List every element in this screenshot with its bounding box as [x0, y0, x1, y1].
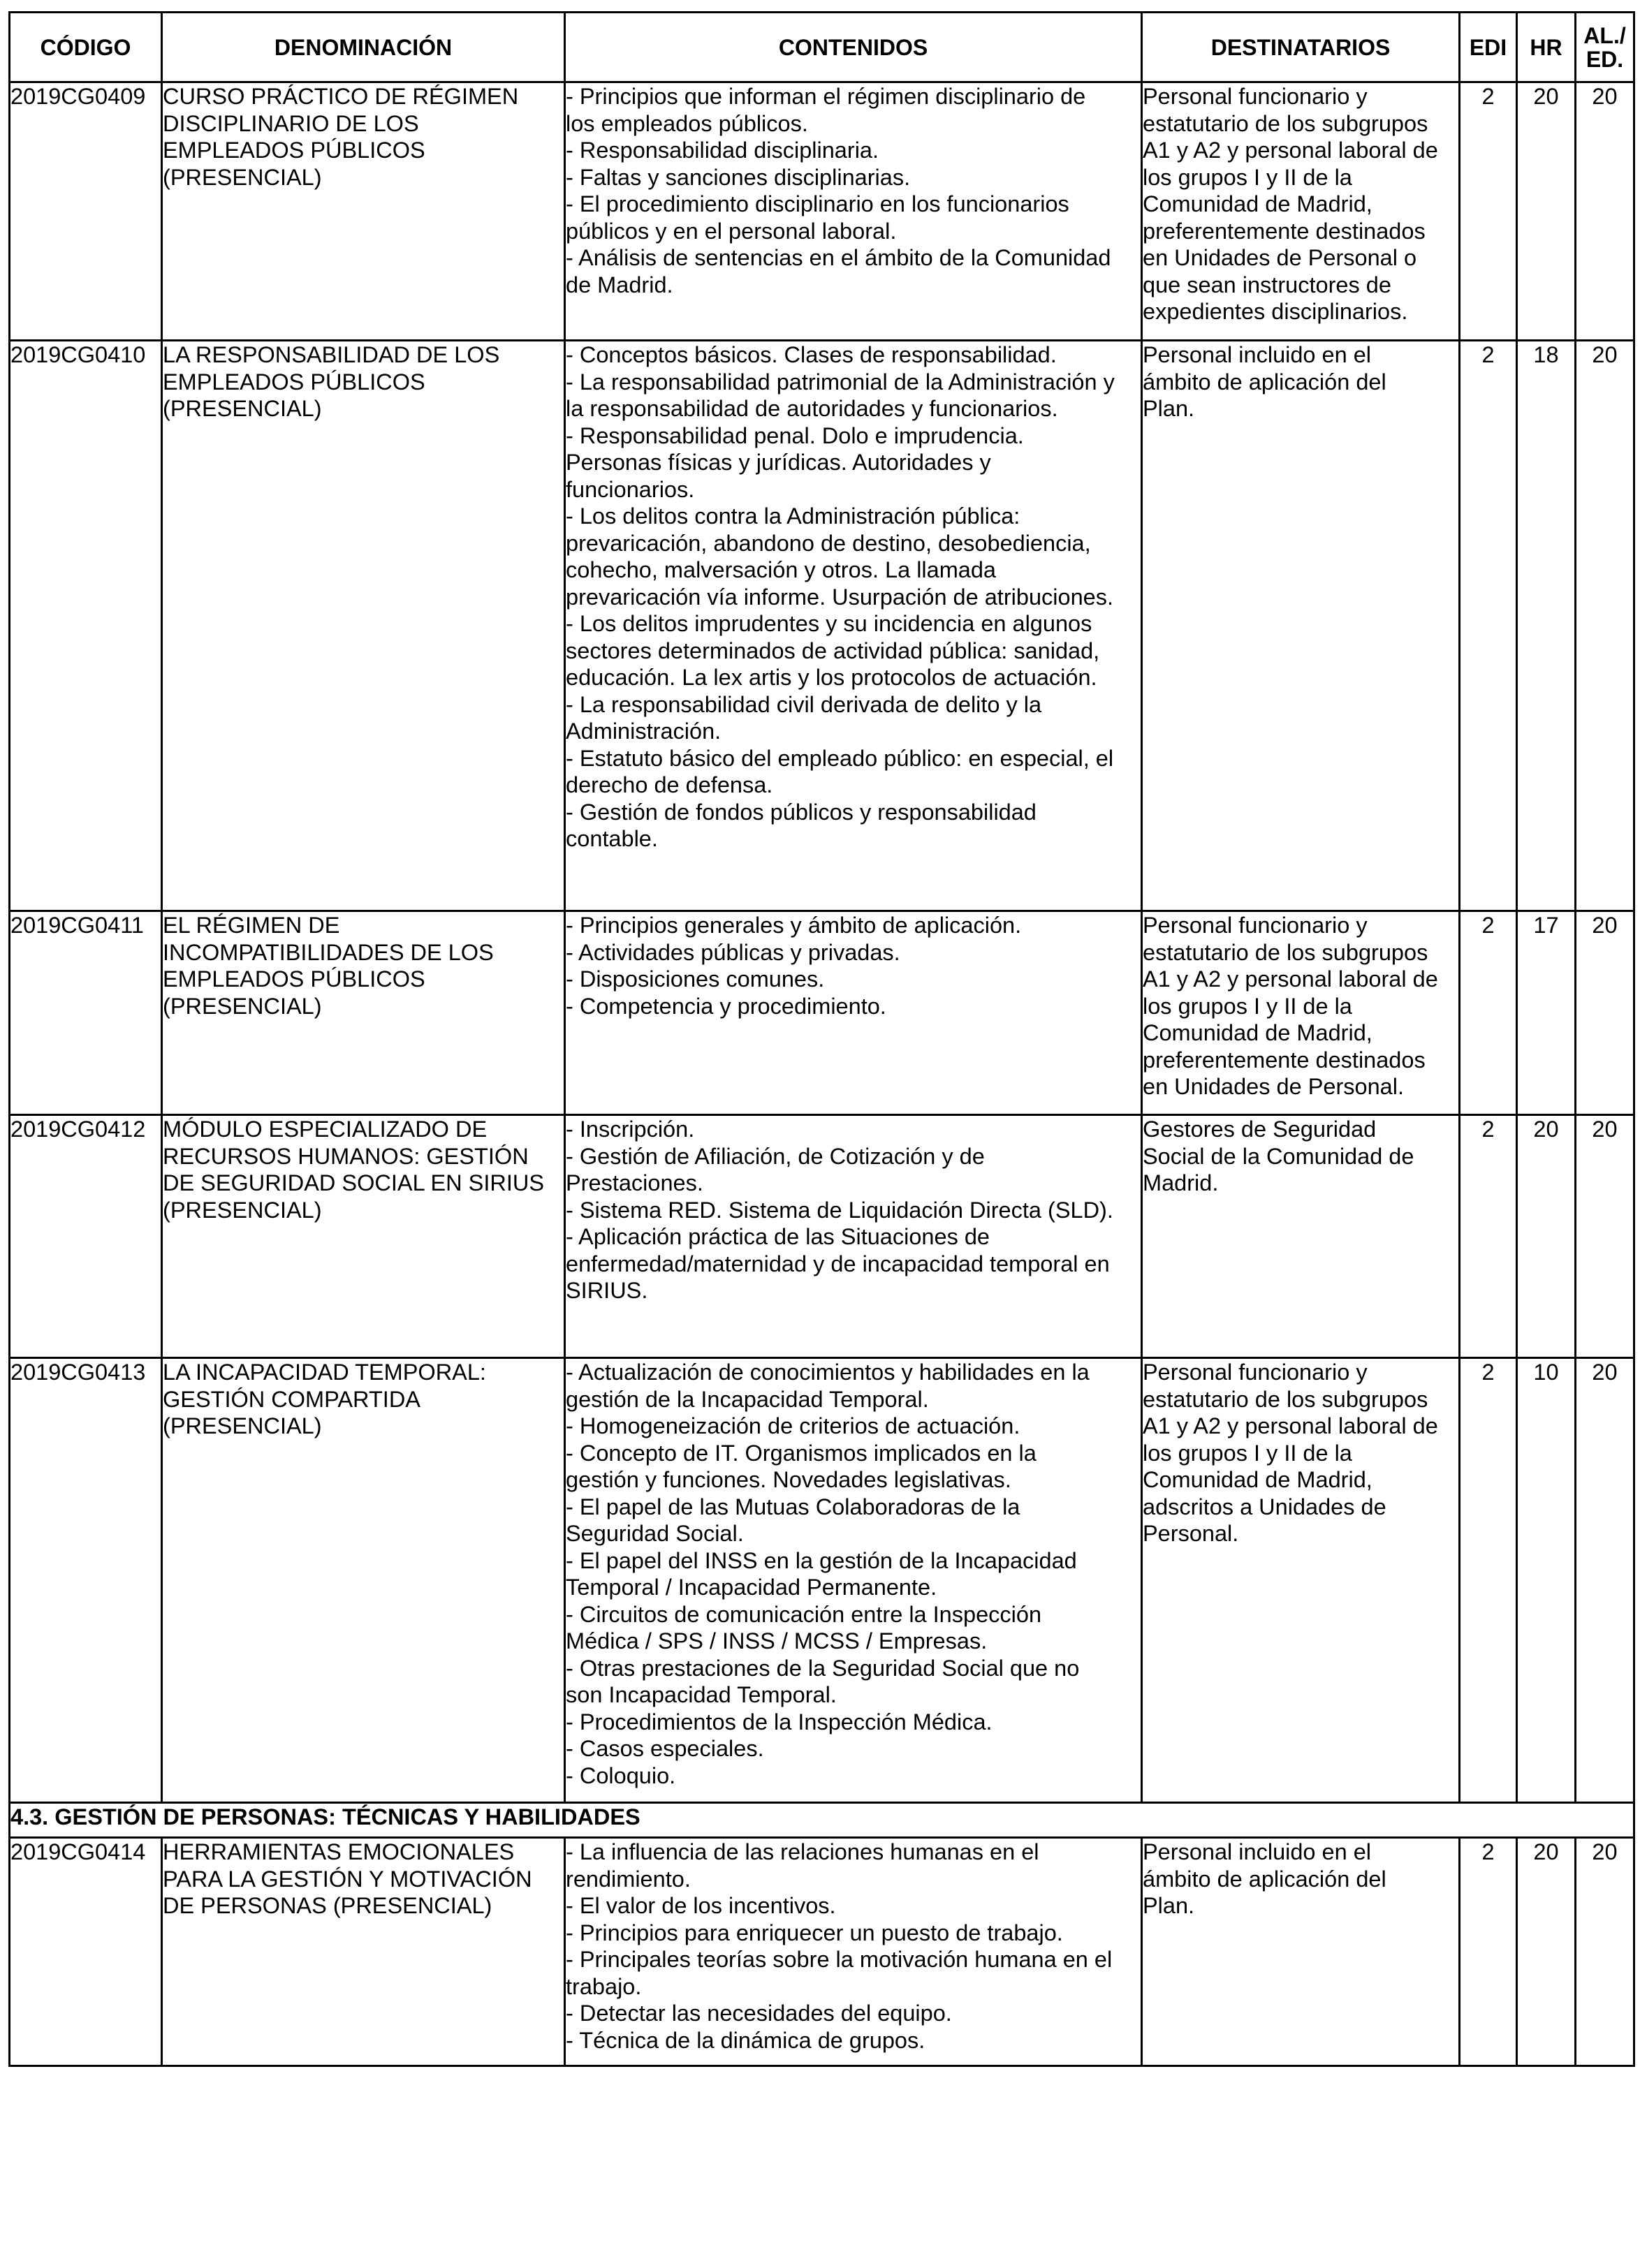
destinatarios-cell [1142, 82, 1460, 341]
destinatarios-cell-line: Madrid. [1143, 1170, 1219, 1195]
denominacion-cell [162, 82, 565, 341]
header-row [10, 13, 1634, 82]
contenidos-cell-line: rendimiento. [566, 1866, 691, 1892]
destinatarios-cell [1142, 1358, 1460, 1803]
destinatarios-cell-line: los grupos I y II de la [1143, 164, 1352, 190]
denominacion-cell-line: MÓDULO ESPECIALIZADO DE [163, 1117, 488, 1142]
al-ed-cell: 20 [1576, 1838, 1634, 2066]
edi-cell: 2 [1460, 911, 1517, 1115]
denominacion-cell [162, 1115, 565, 1358]
destinatarios-cell-line: Personal funcionario y [1143, 1360, 1368, 1385]
denominacion-cell-line: (PRESENCIAL) [163, 396, 322, 421]
destinatarios-cell [1142, 341, 1460, 911]
codigo-cell: 2019CG0409 [10, 82, 162, 341]
contenidos-cell-line: Personas físicas y jurídicas. Autoridades y [566, 450, 991, 475]
contenidos-cell [565, 911, 1142, 1115]
destinatarios-cell-line: estatutario de los subgrupos [1143, 110, 1428, 136]
table-row [10, 1838, 1634, 2066]
al-ed-cell: 20 [1576, 1115, 1634, 1358]
destinatarios-cell-line: A1 y A2 y personal laboral de [1143, 138, 1438, 163]
contenidos-cell-line: - Los delitos contra la Administración pública: [566, 503, 1020, 529]
contenidos-cell-line: - Procedimientos de la Inspección Médica. [566, 1709, 993, 1735]
contenidos-cell-line: Prestaciones. [566, 1170, 703, 1195]
contenidos-cell [565, 1838, 1142, 2066]
hr-cell: 17 [1517, 911, 1576, 1115]
denominacion-cell-line: INCOMPATIBILIDADES DE LOS [163, 939, 494, 965]
contenidos-cell-line: - Responsabilidad disciplinaria. [566, 138, 879, 163]
edi-cell: 2 [1460, 1358, 1517, 1803]
destinatarios-cell-line: Comunidad de Madrid, [1143, 1020, 1372, 1045]
contenidos-cell [565, 1115, 1142, 1358]
contenidos-cell-line: - Técnica de la dinámica de grupos. [566, 2027, 925, 2053]
destinatarios-cell-line: en Unidades de Personal. [1143, 1074, 1405, 1099]
contenidos-cell-line: - Análisis de sentencias en el ámbito de la Comunidad [566, 245, 1111, 270]
denominacion-cell-line: EMPLEADOS PÚBLICOS [163, 138, 425, 163]
contenidos-cell-line: - Gestión de fondos públicos y responsabilidad [566, 799, 1037, 825]
destinatarios-cell-line: que sean instructores de [1143, 272, 1391, 297]
denominacion-cell-line: (PRESENCIAL) [163, 164, 322, 190]
contenidos-cell-line: - Actualización de conocimientos y habilidades en la [566, 1360, 1090, 1385]
destinatarios-cell-line: Comunidad de Madrid, [1143, 191, 1372, 216]
contenidos-cell-line: - El valor de los incentivos. [566, 1893, 836, 1918]
contenidos-cell-line: funcionarios. [566, 476, 695, 502]
denominacion-cell [162, 911, 565, 1115]
contenidos-cell-line: - Concepto de IT. Organismos implicados en la [566, 1440, 1037, 1466]
contenidos-cell-line: los empleados públicos. [566, 110, 808, 136]
destinatarios-cell [1142, 911, 1460, 1115]
destinatarios-cell-line: Social de la Comunidad de [1143, 1143, 1414, 1169]
contenidos-cell-line: Temporal / Incapacidad Permanente. [566, 1575, 937, 1600]
contenidos-cell-line: cohecho, malversación y otros. La llamada [566, 557, 997, 582]
contenidos-cell-line: públicos y en el personal laboral. [566, 218, 897, 244]
contenidos-cell-line: - Conceptos básicos. Clases de responsabilidad. [566, 342, 1057, 367]
contenidos-cell-line: - Los delitos imprudentes y su incidencia en algunos [566, 611, 1092, 636]
contenidos-cell-line: - La responsabilidad patrimonial de la Administración y [566, 369, 1115, 395]
destinatarios-cell-line: Personal incluido en el [1143, 342, 1372, 367]
hr-cell: 20 [1517, 1115, 1576, 1358]
contenidos-cell-line: de Madrid. [566, 272, 673, 297]
table-row [10, 1115, 1634, 1358]
contenidos-cell-line: prevaricación, abandono de destino, desobediencia, [566, 530, 1091, 556]
contenidos-cell-line: - Actividades públicas y privadas. [566, 939, 900, 965]
codigo-cell: 2019CG0412 [10, 1115, 162, 1358]
denominacion-cell-line: CURSO PRÁCTICO DE RÉGIMEN [163, 84, 519, 109]
contenidos-cell-line: SIRIUS. [566, 1278, 648, 1303]
contenidos-cell-line: - El papel de las Mutuas Colaboradoras de la [566, 1494, 1020, 1519]
denominacion-cell [162, 341, 565, 911]
contenidos-cell [565, 1358, 1142, 1803]
destinatarios-cell-line: expedientes disciplinarios. [1143, 299, 1408, 324]
denominacion-cell [162, 1358, 565, 1803]
contenidos-cell-line: Administración. [566, 719, 722, 744]
al-ed-cell: 20 [1576, 82, 1634, 341]
contenidos-cell-line: - Aplicación práctica de las Situaciones de [566, 1224, 990, 1249]
header-edi: EDI [1460, 13, 1517, 82]
destinatarios-cell-line: Personal. [1143, 1521, 1239, 1546]
destinatarios-cell-line: adscritos a Unidades de [1143, 1494, 1386, 1519]
destinatarios-cell-line: Plan. [1143, 1893, 1195, 1918]
denominacion-cell-line: EMPLEADOS PÚBLICOS [163, 966, 425, 992]
al-ed-cell: 20 [1576, 911, 1634, 1115]
denominacion-cell [162, 1838, 565, 2066]
denominacion-cell-line: GESTIÓN COMPARTIDA [163, 1386, 420, 1412]
contenidos-cell-line: - Faltas y sanciones disciplinarias. [566, 164, 911, 190]
header-codigo: CÓDIGO [10, 13, 162, 82]
al-ed-cell: 20 [1576, 341, 1634, 911]
destinatarios-cell-line: ámbito de aplicación del [1143, 369, 1386, 395]
table-row [10, 1358, 1634, 1803]
denominacion-cell-line: EMPLEADOS PÚBLICOS [163, 369, 425, 395]
contenidos-cell-line: educación. La lex artis y los protocolos de actuación. [566, 665, 1097, 690]
destinatarios-cell-line: estatutario de los subgrupos [1143, 1386, 1428, 1412]
contenidos-cell-line: - Disposiciones comunes. [566, 966, 825, 992]
denominacion-cell-line: PARA LA GESTIÓN Y MOTIVACIÓN [163, 1866, 532, 1892]
al-ed-cell: 20 [1576, 1358, 1634, 1803]
denominacion-cell-line: RECURSOS HUMANOS: GESTIÓN [163, 1143, 529, 1169]
contenidos-cell-line: - Sistema RED. Sistema de Liquidación Directa (SLD). [566, 1197, 1113, 1223]
denominacion-cell-line: DE SEGURIDAD SOCIAL EN SIRIUS [163, 1170, 544, 1195]
hr-cell: 18 [1517, 341, 1576, 911]
denominacion-cell-line: (PRESENCIAL) [163, 993, 322, 1019]
destinatarios-cell-line: ámbito de aplicación del [1143, 1866, 1386, 1892]
denominacion-cell-line: LA RESPONSABILIDAD DE LOS [163, 342, 500, 367]
contenidos-cell-line: gestión y funciones. Novedades legislativas. [566, 1467, 1011, 1492]
edi-cell: 2 [1460, 1115, 1517, 1358]
codigo-cell: 2019CG0414 [10, 1838, 162, 2066]
contenidos-cell-line: prevaricación vía informe. Usurpación de atribuciones. [566, 584, 1113, 610]
denominacion-cell-line: HERRAMIENTAS EMOCIONALES [163, 1839, 515, 1864]
destinatarios-cell-line: A1 y A2 y personal laboral de [1143, 1413, 1438, 1438]
header-contenidos: CONTENIDOS [565, 13, 1142, 82]
destinatarios-cell-line: estatutario de los subgrupos [1143, 939, 1428, 965]
destinatarios-cell-line: Gestores de Seguridad [1143, 1117, 1377, 1142]
contenidos-cell-line: - Principales teorías sobre la motivación humana en el [566, 1947, 1113, 1972]
header-destinatarios: DESTINATARIOS [1142, 13, 1460, 82]
denominacion-cell-line: DE PERSONAS (PRESENCIAL) [163, 1893, 492, 1918]
section-row [10, 1803, 1634, 1838]
contenidos-cell [565, 341, 1142, 911]
denominacion-cell-line: EL RÉGIMEN DE [163, 913, 340, 938]
hr-cell: 20 [1517, 1838, 1576, 2066]
contenidos-cell-line: - Otras prestaciones de la Seguridad Social que no [566, 1655, 1080, 1681]
contenidos-cell-line: - El procedimiento disciplinario en los funcionarios [566, 191, 1069, 216]
destinatarios-cell-line: Comunidad de Madrid, [1143, 1467, 1372, 1492]
course-table [8, 11, 1635, 2067]
destinatarios-cell-line: A1 y A2 y personal laboral de [1143, 966, 1438, 992]
header-al-ed [1576, 13, 1634, 82]
contenidos-cell-line: - Homogeneización de criterios de actuación. [566, 1413, 1020, 1438]
header-al-ed-line: AL./ [1583, 22, 1626, 48]
contenidos-cell-line: - Responsabilidad penal. Dolo e imprudencia. [566, 422, 1024, 448]
contenidos-cell-line: son Incapacidad Temporal. [566, 1682, 837, 1707]
destinatarios-cell-line: preferentemente destinados [1143, 218, 1426, 244]
contenidos-cell-line: - Estatuto básico del empleado público: en especial, el [566, 745, 1114, 771]
contenidos-cell-line: enfermedad/maternidad y de incapacidad temporal en [566, 1251, 1110, 1276]
contenidos-cell [565, 82, 1142, 341]
destinatarios-cell [1142, 1838, 1460, 2066]
contenidos-cell-line: - Circuitos de comunicación entre la Inspección [566, 1601, 1042, 1627]
contenidos-cell-line: - Competencia y procedimiento. [566, 993, 886, 1019]
table-row [10, 911, 1634, 1115]
destinatarios-cell-line: Personal incluido en el [1143, 1839, 1372, 1864]
header-hr: HR [1517, 13, 1576, 82]
destinatarios-cell-line: los grupos I y II de la [1143, 1440, 1352, 1466]
edi-cell: 2 [1460, 341, 1517, 911]
contenidos-cell-line: sectores determinados de actividad pública: sanidad, [566, 638, 1100, 663]
contenidos-cell-line: Seguridad Social. [566, 1521, 744, 1546]
contenidos-cell-line: - Detectar las necesidades del equipo. [566, 2001, 952, 2026]
contenidos-cell-line: - La influencia de las relaciones humanas en el [566, 1839, 1039, 1864]
contenidos-cell-line: - Principios generales y ámbito de aplicación. [566, 913, 1022, 938]
contenidos-cell-line: Médica / SPS / INSS / MCSS / Empresas. [566, 1628, 988, 1654]
header-denominacion: DENOMINACIÓN [162, 13, 565, 82]
contenidos-cell-line: contable. [566, 826, 658, 851]
destinatarios-cell-line: Plan. [1143, 396, 1195, 421]
contenidos-cell-line: la responsabilidad de autoridades y funcionarios. [566, 396, 1058, 421]
denominacion-cell-line: DISCIPLINARIO DE LOS [163, 110, 419, 136]
contenidos-cell-line: derecho de defensa. [566, 772, 773, 797]
header-al-ed-line: ED. [1586, 46, 1624, 72]
contenidos-cell-line: trabajo. [566, 1973, 642, 1999]
contenidos-cell-line: - Gestión de Afiliación, de Cotización y de [566, 1143, 985, 1169]
denominacion-cell-line: (PRESENCIAL) [163, 1197, 322, 1223]
contenidos-cell-line: - Principios para enriquecer un puesto de trabajo. [566, 1920, 1063, 1945]
contenidos-cell-line: - Inscripción. [566, 1117, 695, 1142]
contenidos-cell-line: - Principios que informan el régimen disciplinario de [566, 84, 1086, 109]
hr-cell: 20 [1517, 82, 1576, 341]
hr-cell: 10 [1517, 1358, 1576, 1803]
section-heading: 4.3. GESTIÓN DE PERSONAS: TÉCNICAS Y HABILIDADES [10, 1803, 1634, 1838]
destinatarios-cell-line: los grupos I y II de la [1143, 993, 1352, 1019]
edi-cell: 2 [1460, 82, 1517, 341]
contenidos-cell-line: gestión de la Incapacidad Temporal. [566, 1386, 929, 1412]
codigo-cell: 2019CG0411 [10, 911, 162, 1115]
destinatarios-cell-line: preferentemente destinados [1143, 1047, 1426, 1073]
codigo-cell: 2019CG0413 [10, 1358, 162, 1803]
contenidos-cell-line: - El papel del INSS en la gestión de la Incapacidad [566, 1547, 1077, 1573]
destinatarios-cell-line: en Unidades de Personal o [1143, 245, 1417, 270]
destinatarios-cell-line: Personal funcionario y [1143, 913, 1368, 938]
codigo-cell: 2019CG0410 [10, 341, 162, 911]
denominacion-cell-line: (PRESENCIAL) [163, 1413, 322, 1438]
edi-cell: 2 [1460, 1838, 1517, 2066]
contenidos-cell-line: - La responsabilidad civil derivada de delito y la [566, 691, 1042, 717]
contenidos-cell-line: - Coloquio. [566, 1762, 676, 1788]
table-row [10, 82, 1634, 341]
table-row [10, 341, 1634, 911]
destinatarios-cell-line: Personal funcionario y [1143, 84, 1368, 109]
contenidos-cell-line: - Casos especiales. [566, 1736, 764, 1761]
denominacion-cell-line: LA INCAPACIDAD TEMPORAL: [163, 1360, 486, 1385]
destinatarios-cell [1142, 1115, 1460, 1358]
